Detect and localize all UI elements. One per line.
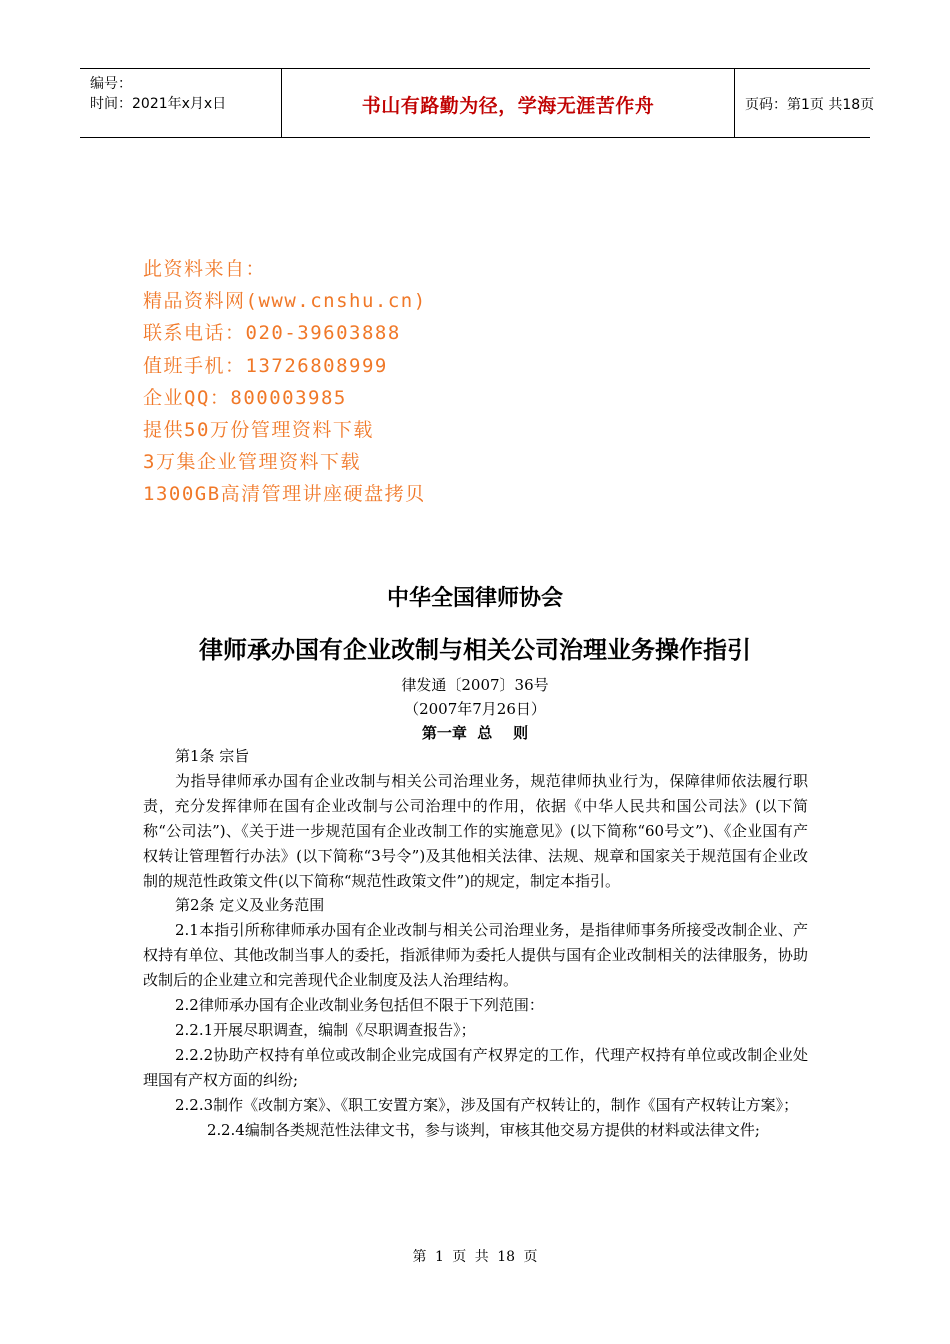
paragraph: 为指导律师承办国有企业改制与相关公司治理业务，规范律师执业行为，保障律师依法履行职责，充分发挥律师在国有企业改制与公司治理中的作用，依据《中华人民共和国公司法》(以下简称“公司法”)、《关于进一步规范国有企业改制工作的实施意见》(以下简称“60号文”)、《企业国有产权转让管理暂行办法》(以下简称“3号令”)及其他相关法律、法规、规章和国家关于规范国有企业改制的规范性政策文件(以下简称“规范性政策文件”)的规定，制定本指引。: [143, 771, 808, 890]
source-info-line: 精品资料网(www.cnshu.cn): [143, 290, 427, 313]
header-left-cell: [80, 69, 282, 137]
source-info-line: 1300GB高清管理讲座硬盘拷贝: [143, 483, 426, 506]
header-motto-cell: [282, 69, 735, 137]
paragraph: 2.1本指引所称律师承办国有企业改制与相关公司治理业务，是指律师事务所接受改制企业、产权持有单位、其他改制当事人的委托，指派律师为委托人提供与国有企业改制相关的法律服务，协助改制后的企业建立和完善现代企业制度及法人治理结构。: [143, 921, 808, 990]
source-info-line: 3万集企业管理资料下载: [143, 451, 361, 474]
header-page-cell: [735, 69, 875, 137]
organization-heading: 中华全国律师协会: [386, 586, 563, 611]
paragraph: 2.2.1开展尽职调查，编制《尽职调查报告》；: [175, 1020, 476, 1039]
paragraph: 2.2.2协助产权持有单位或改制企业完成国有产权界定的工作，代理产权持有单位或改制企业处理国有产权方面的纠纷;: [143, 1045, 808, 1089]
document-number: 律发通〔2007〕36号: [401, 676, 549, 694]
article-heading: 第2条 定义及业务范围: [175, 896, 325, 915]
article-heading: 第1条 宗旨: [175, 747, 250, 765]
list-item-text: 2.4编制各类规范性法律文书，参与谈判，审核其他交易方提供的材料或法律文件;: [221, 1120, 760, 1139]
document-title: 律师承办国有企业改制与相关公司治理业务操作指引: [199, 636, 751, 664]
date-label: 时间：2021年x月x日: [90, 96, 227, 112]
page-footer: 第 1 页 共 18 页: [412, 1249, 538, 1265]
source-info-line: 此资料来自：: [143, 258, 267, 280]
motto: 书山有路勤为径，学海无涯苦作舟: [361, 95, 655, 117]
chapter-heading: 第一章 总 则: [421, 724, 529, 742]
source-info-line: 企业QQ：800003985: [143, 386, 347, 409]
page-header: [80, 68, 875, 138]
paragraph: 2.2.3制作《改制方案》、《职工安置方案》，涉及国有产权转让的，制作《国有产权转让方案》；: [175, 1095, 799, 1114]
source-info-line: 提供50万份管理资料下载: [143, 418, 374, 441]
page-info: 页码：第1页 共18页: [745, 97, 875, 113]
source-info-line: 值班手机：13726808999: [143, 354, 388, 377]
paragraph: 2.2律师承办国有企业改制业务包括但不限于下列范围：: [175, 996, 544, 1015]
source-info-line: 联系电话：020-39603888: [143, 322, 401, 345]
number-label: 编号：: [90, 76, 132, 92]
document-date: （2007年7月26日）: [404, 700, 546, 718]
document-body: [143, 744, 808, 1143]
list-item-number: 2.: [207, 1120, 222, 1139]
source-info-block: [143, 253, 427, 511]
list-item: [143, 1118, 808, 1143]
